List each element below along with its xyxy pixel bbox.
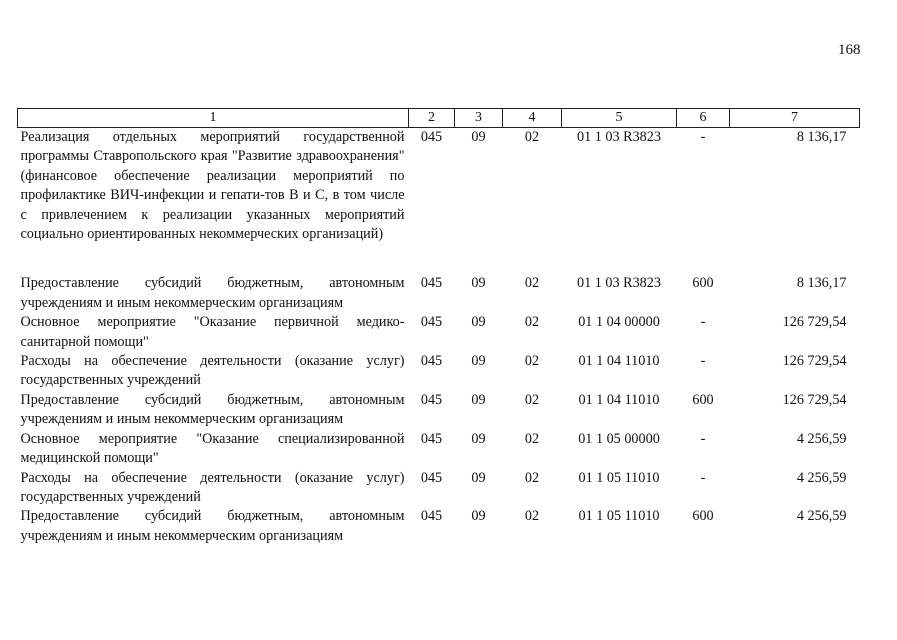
row-amount: 8 136,17 xyxy=(796,129,847,145)
column-number-row xyxy=(18,109,860,128)
row-expense-type: - xyxy=(700,353,706,370)
column-header-6: 6 xyxy=(677,109,730,128)
row-description: Предоставление субсидий бюджетным, автономным учреждениям и иным некоммерческим организациям xyxy=(20,508,405,544)
row-target-article: 01 1 03 R3823 xyxy=(577,129,661,145)
table-row xyxy=(18,507,860,546)
table-row xyxy=(18,128,860,275)
table-row xyxy=(18,274,860,313)
row-subsection-code: 02 xyxy=(524,275,540,292)
row-amount: 8 136,17 xyxy=(796,275,847,292)
row-section-code: 09 xyxy=(471,353,486,370)
table-row xyxy=(18,391,860,430)
row-subsection-code: 02 xyxy=(524,391,540,408)
row-amount: 126 729,54 xyxy=(782,314,847,331)
row-description: Основное мероприятие "Оказание специализированной медицинской помощи" xyxy=(20,430,405,467)
row-amount: 4 256,59 xyxy=(796,469,847,486)
row-description: Предоставление субсидий бюджетным, автономным учреждениям и иным некоммерческим организациям xyxy=(20,275,405,311)
row-ministry-code: 045 xyxy=(420,353,443,370)
row-expense-type: 600 xyxy=(692,391,714,408)
row-amount: 4 256,59 xyxy=(796,508,847,525)
row-expense-type: 600 xyxy=(692,275,714,292)
row-ministry-code: 045 xyxy=(420,391,443,408)
table-row xyxy=(18,469,860,508)
row-subsection-code: 02 xyxy=(524,508,540,525)
row-section-code: 09 xyxy=(471,391,486,408)
row-expense-type: - xyxy=(700,430,706,447)
row-amount: 126 729,54 xyxy=(782,391,847,408)
row-target-article: 01 1 05 11010 xyxy=(578,508,660,525)
row-ministry-code: 045 xyxy=(420,275,443,292)
row-target-article: 01 1 05 11010 xyxy=(578,469,660,486)
row-target-article: 01 1 05 00000 xyxy=(578,430,660,447)
table-row xyxy=(18,313,860,352)
table-row xyxy=(18,430,860,469)
row-description: Основное мероприятие "Оказание первичной медико-санитарной помощи" xyxy=(20,314,405,350)
row-section-code: 09 xyxy=(471,129,486,145)
row-description: Предоставление субсидий бюджетным, автономным учреждениям и иным некоммерческим организациям xyxy=(20,391,405,428)
row-amount: 4 256,59 xyxy=(796,430,847,447)
row-target-article: 01 1 04 11010 xyxy=(578,391,660,408)
row-target-article: 01 1 04 00000 xyxy=(578,314,660,331)
column-header-3: 3 xyxy=(455,109,503,128)
row-section-code: 09 xyxy=(471,508,486,525)
row-section-code: 09 xyxy=(471,275,486,292)
budget-table xyxy=(17,108,860,546)
row-target-article: 01 1 03 R3823 xyxy=(577,275,661,292)
row-description: Реализация отдельных мероприятий государственной программы Ставропольского края "Развитие здравоохранения" (финансовое обеспечение реализации мероприятий по профилактике ВИЧ-инфекции и гепати-тов В и С, в том числе с привлечением к реализации указанных мероприятий социально ориентированных некоммерческих организаций) xyxy=(20,129,405,243)
row-expense-type: 600 xyxy=(692,508,714,525)
row-section-code: 09 xyxy=(471,430,486,447)
row-target-article: 01 1 04 11010 xyxy=(578,353,660,370)
column-header-2: 2 xyxy=(409,109,455,128)
row-subsection-code: 02 xyxy=(524,353,540,370)
row-ministry-code: 045 xyxy=(420,430,443,447)
row-ministry-code: 045 xyxy=(420,129,443,145)
row-section-code: 09 xyxy=(471,469,486,486)
column-header-4: 4 xyxy=(503,109,562,128)
row-ministry-code: 045 xyxy=(420,508,443,525)
column-header-7: 7 xyxy=(730,109,860,128)
row-subsection-code: 02 xyxy=(524,129,540,145)
row-subsection-code: 02 xyxy=(524,314,540,331)
row-ministry-code: 045 xyxy=(420,469,443,486)
row-subsection-code: 02 xyxy=(524,430,540,447)
row-ministry-code: 045 xyxy=(420,314,443,331)
table-row xyxy=(18,352,860,391)
row-description: Расходы на обеспечение деятельности (оказание услуг) государственных учреждений xyxy=(20,469,405,505)
row-expense-type: - xyxy=(700,129,706,145)
column-header-5: 5 xyxy=(562,109,677,128)
row-description: Расходы на обеспечение деятельности (оказание услуг) государственных учреждений xyxy=(20,353,405,389)
row-expense-type: - xyxy=(700,469,706,486)
row-expense-type: - xyxy=(700,314,706,331)
row-amount: 126 729,54 xyxy=(782,353,847,370)
row-section-code: 09 xyxy=(471,314,486,331)
row-subsection-code: 02 xyxy=(524,469,540,486)
page-number: 168 xyxy=(838,42,861,58)
column-header-1: 1 xyxy=(18,109,409,128)
